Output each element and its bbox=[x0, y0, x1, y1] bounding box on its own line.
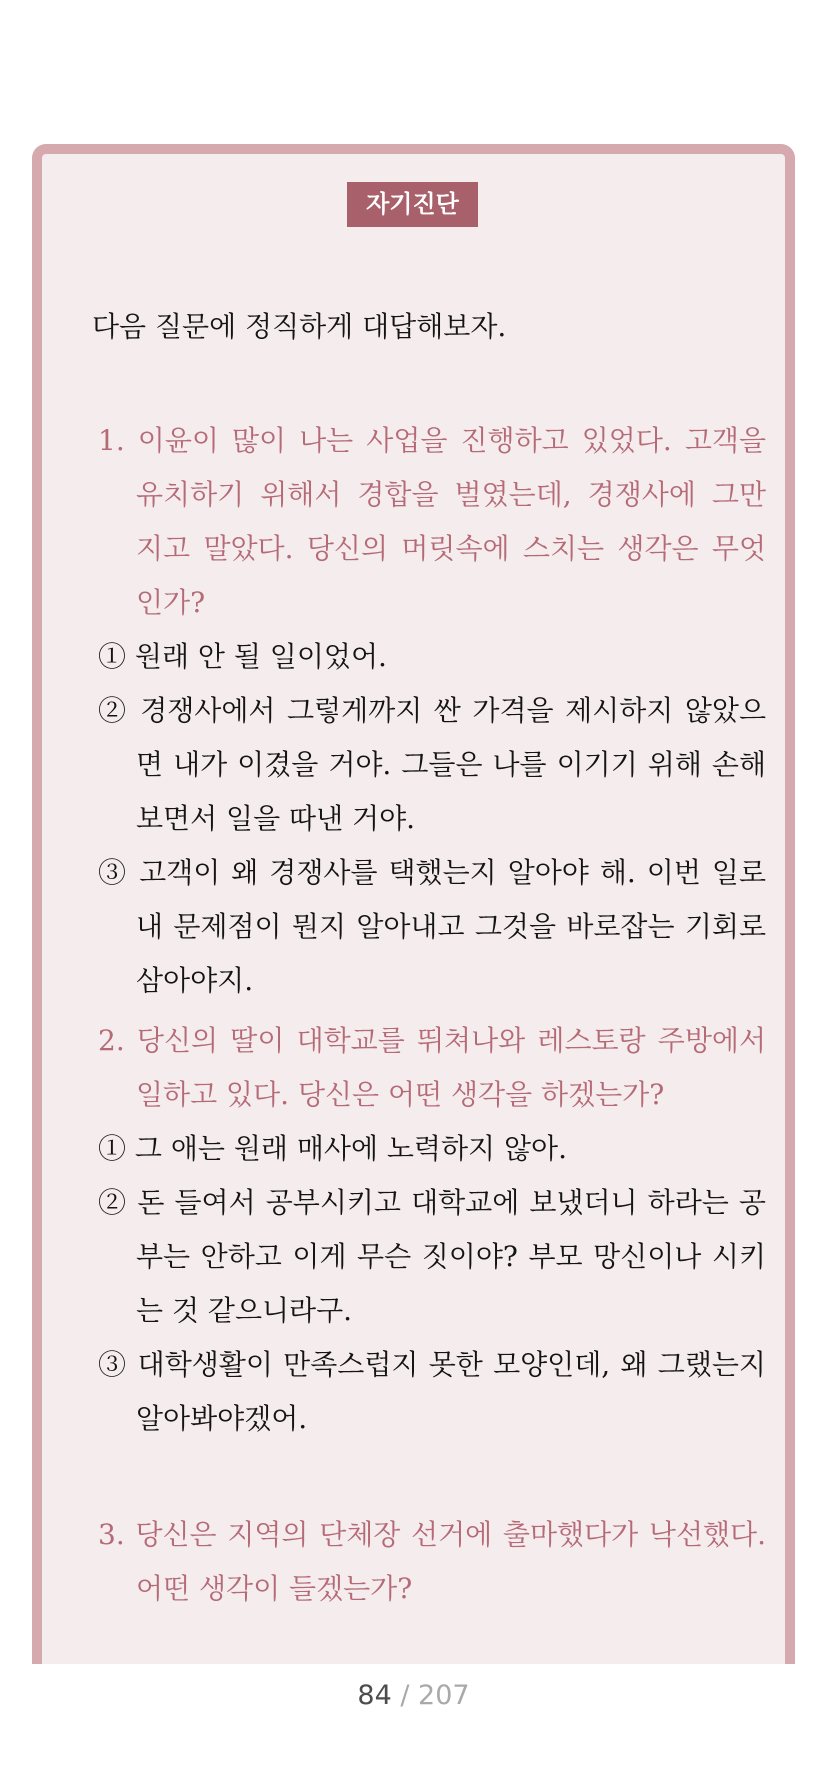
question-1-answer-3: ③ 고객이 왜 경쟁사를 택했는지 알아야 해. 이번 일로 내 문제점이 뭔지 알아내고 그것을 바로잡는 기회로 삼아야지. bbox=[98, 856, 766, 997]
page-separator: / bbox=[391, 1680, 419, 1711]
page-total: 207 bbox=[418, 1680, 470, 1711]
intro-text: 다음 질문에 정직하게 대답해보자. bbox=[92, 310, 507, 343]
question-1-answer-1: ① 원래 안 될 일이었어. bbox=[98, 640, 387, 673]
question-2-answer-2: ② 돈 들여서 공부시키고 대학교에 보냈더니 하라는 공부는 안하고 이게 무슨 짓이야? 부모 망신이나 시키는 것 같으니라구. bbox=[98, 1186, 766, 1327]
question-block-2 bbox=[98, 1014, 766, 1446]
question-2-text: 2. 당신의 딸이 대학교를 뛰쳐나와 레스토랑 주방에서 일하고 있다. 당신은 어떤 생각을 하겠는가? bbox=[98, 1024, 766, 1111]
question-block-3 bbox=[98, 1508, 766, 1616]
question-3-text: 3. 당신은 지역의 단체장 선거에 출마했다가 낙선했다. 어떤 생각이 들겠는가? bbox=[98, 1518, 766, 1605]
question-2-answer-3: ③ 대학생활이 만족스럽지 못한 모양인데, 왜 그랬는지 알아봐야겠어. bbox=[98, 1348, 766, 1435]
page-indicator bbox=[0, 1680, 827, 1711]
question-1-answer-2: ② 경쟁사에서 그렇게까지 싼 가격을 제시하지 않았으면 내가 이겼을 거야. 그들은 나를 이기기 위해 손해보면서 일을 따낸 거야. bbox=[98, 694, 766, 835]
question-1-text: 1. 이윤이 많이 나는 사업을 진행하고 있었다. 고객을 유치하기 위해서 경합을 벌였는데, 경쟁사에 그만 지고 말았다. 당신의 머릿속에 스치는 생각은 무엇인가? bbox=[98, 424, 766, 619]
question-2-answer-1: ① 그 애는 원래 매사에 노력하지 않아. bbox=[98, 1132, 567, 1165]
self-diagnosis-badge: 자기진단 bbox=[347, 182, 478, 227]
page-current: 84 bbox=[357, 1680, 392, 1711]
question-block-1 bbox=[98, 414, 766, 1008]
